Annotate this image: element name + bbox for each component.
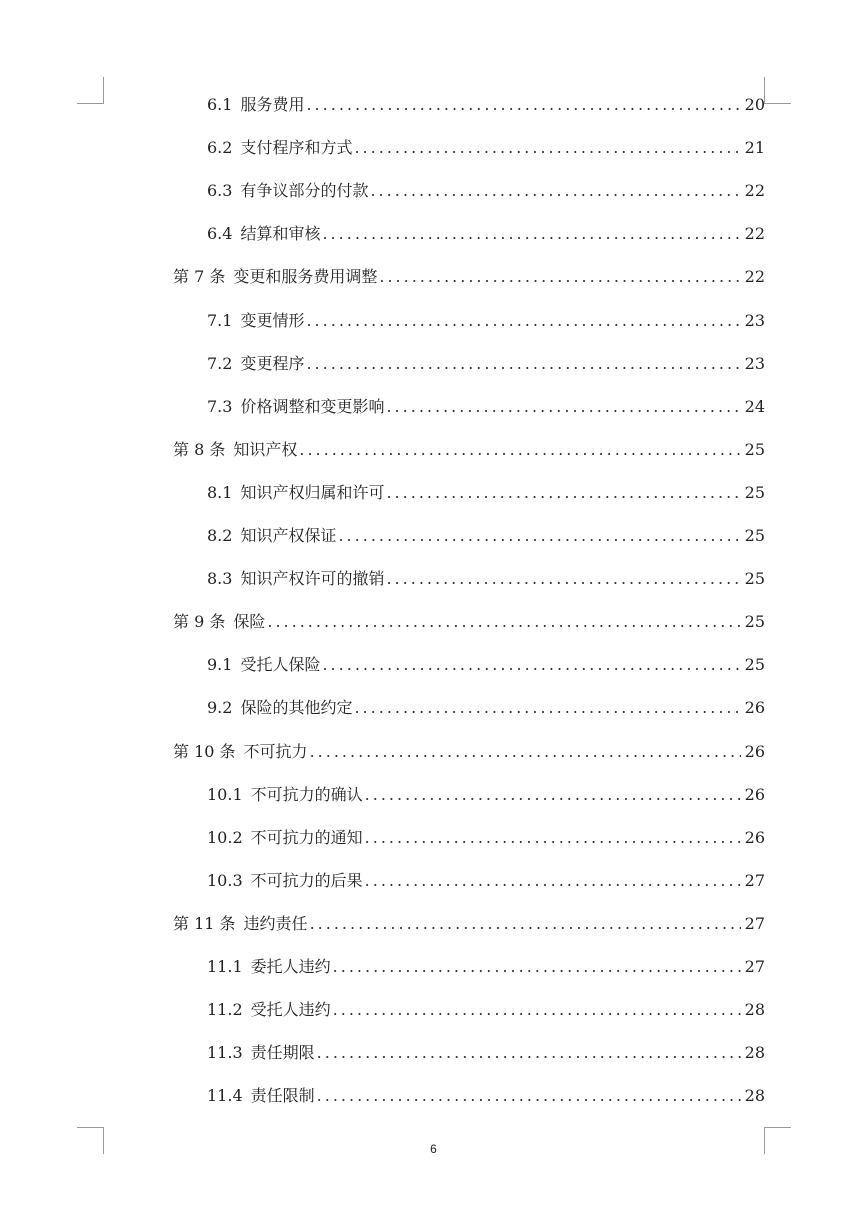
toc-entry-number: 11.2 <box>207 1000 243 1020</box>
toc-entry-title: 知识产权归属和许可 <box>240 482 385 502</box>
toc-dot-leader <box>386 566 740 592</box>
toc-entry-page: 28 <box>744 1000 765 1020</box>
toc-section-entry[interactable] <box>207 652 765 678</box>
toc-entry-page: 28 <box>744 1043 765 1063</box>
toc-dot-leader <box>338 523 740 549</box>
toc-entry-number: 6.4 <box>207 224 233 244</box>
toc-entry-title: 保险 <box>233 612 266 632</box>
toc-entry-title: 不可抗力的确认 <box>250 784 363 804</box>
toc-chapter-entry[interactable] <box>173 264 765 290</box>
toc-entry-page: 26 <box>744 827 765 847</box>
toc-dot-leader <box>322 221 740 247</box>
toc-entry-number: 7.2 <box>207 353 233 373</box>
toc-entry-title: 责任期限 <box>250 1043 315 1063</box>
toc-section-entry[interactable] <box>207 782 765 808</box>
toc-chapter-entry[interactable] <box>173 739 765 765</box>
toc-dot-leader <box>306 308 740 334</box>
crop-mark-top-left <box>77 77 104 104</box>
toc-entry-page: 25 <box>744 482 765 502</box>
toc-dot-leader <box>310 739 741 765</box>
toc-dot-leader <box>310 911 741 937</box>
toc-entry-number: 10.1 <box>207 784 243 804</box>
toc-entry-number: 7.3 <box>207 396 233 416</box>
toc-entry-number: 7.1 <box>207 310 233 330</box>
toc-entry-number: 10.3 <box>207 870 243 890</box>
toc-dot-leader <box>306 92 740 118</box>
toc-section-entry[interactable] <box>207 480 765 506</box>
toc-entry-title: 变更程序 <box>240 353 305 373</box>
toc-entry-title: 违约责任 <box>243 913 308 933</box>
toc-entry-number: 第 10 条 <box>173 741 236 761</box>
toc-entry-number: 第 11 条 <box>173 913 236 933</box>
toc-entry-page: 25 <box>744 655 765 675</box>
toc-entry-page: 27 <box>744 870 765 890</box>
toc-entry-title: 价格调整和变更影响 <box>240 396 385 416</box>
toc-entry-page: 26 <box>744 784 765 804</box>
toc-dot-leader <box>333 954 741 980</box>
toc-section-entry[interactable] <box>207 868 765 894</box>
toc-entry-number: 第 7 条 <box>173 267 226 287</box>
toc-entry-title: 有争议部分的付款 <box>240 181 369 201</box>
toc-entry-number: 11.3 <box>207 1043 243 1063</box>
toc-entry-number: 8.1 <box>207 482 233 502</box>
toc-section-entry[interactable] <box>207 695 765 721</box>
toc-entry-number: 8.2 <box>207 526 233 545</box>
toc-section-entry[interactable] <box>207 221 765 247</box>
toc-section-entry[interactable] <box>207 566 765 592</box>
toc-entry-page: 22 <box>744 267 765 287</box>
toc-entry-page: 25 <box>744 439 765 459</box>
toc-entry-page: 24 <box>744 396 765 416</box>
toc-section-entry[interactable] <box>207 394 765 420</box>
toc-entry-number: 10.2 <box>207 827 243 847</box>
toc-entry-title: 保险的其他约定 <box>240 698 353 718</box>
toc-dot-leader <box>379 264 740 290</box>
toc-entry-page: 25 <box>744 612 765 632</box>
toc-entry-title: 知识产权许可的撤销 <box>240 569 385 589</box>
toc-entry-title: 不可抗力的后果 <box>250 870 363 890</box>
toc-entry-title: 知识产权 <box>233 439 298 459</box>
toc-entry-title: 受托人违约 <box>250 1000 331 1020</box>
toc-dot-leader <box>386 394 740 420</box>
toc-dot-leader <box>299 437 740 463</box>
toc-entry-title: 变更情形 <box>240 310 305 330</box>
toc-dot-leader <box>354 695 740 721</box>
toc-dot-leader <box>365 868 741 894</box>
toc-dot-leader <box>306 351 740 377</box>
toc-entry-title: 委托人违约 <box>250 957 331 976</box>
toc-entry-title: 变更和服务费用调整 <box>233 267 378 287</box>
toc-section-entry[interactable] <box>207 825 765 851</box>
toc-section-entry[interactable] <box>207 523 765 549</box>
toc-dot-leader <box>354 135 740 161</box>
toc-entry-number: 6.1 <box>207 95 233 114</box>
toc-entry-title: 服务费用 <box>240 95 305 114</box>
toc-dot-leader <box>365 782 741 808</box>
toc-section-entry[interactable] <box>207 135 765 161</box>
toc-entry-title: 受托人保险 <box>240 655 321 675</box>
toc-dot-leader <box>386 480 740 506</box>
toc-entry-number: 9.1 <box>207 655 233 675</box>
toc-section-entry[interactable] <box>207 308 765 334</box>
toc-section-entry[interactable] <box>207 1040 765 1066</box>
toc-section-entry[interactable] <box>207 92 765 118</box>
toc-section-entry[interactable] <box>207 178 765 204</box>
toc-entry-page: 27 <box>744 913 765 933</box>
page-number: 6 <box>430 1142 437 1156</box>
toc-entry-title: 结算和审核 <box>240 224 321 244</box>
toc-entry-page: 20 <box>744 95 765 114</box>
toc-entry-number: 8.3 <box>207 569 233 589</box>
toc-entry-title: 责任限制 <box>250 1086 315 1106</box>
toc-chapter-entry[interactable] <box>173 609 765 635</box>
toc-chapter-entry[interactable] <box>173 911 765 937</box>
toc-chapter-entry[interactable] <box>173 437 765 463</box>
toc-entry-page: 25 <box>744 526 765 545</box>
toc-entry-page: 22 <box>744 181 765 201</box>
toc-dot-leader <box>317 1083 741 1109</box>
crop-mark-top-right <box>764 77 791 104</box>
toc-entry-page: 22 <box>744 224 765 244</box>
toc-entry-number: 11.1 <box>207 957 243 976</box>
toc-entry-page: 27 <box>744 957 765 976</box>
toc-entry-number: 6.3 <box>207 181 233 201</box>
toc-entry-page: 28 <box>744 1086 765 1106</box>
toc-dot-leader <box>322 652 740 678</box>
toc-section-entry[interactable] <box>207 997 765 1023</box>
toc-dot-leader <box>317 1040 741 1066</box>
toc-section-entry[interactable] <box>207 351 765 377</box>
toc-entry-page: 23 <box>744 310 765 330</box>
toc-entry-title: 支付程序和方式 <box>240 138 353 158</box>
toc-entry-number: 9.2 <box>207 698 233 718</box>
toc-entry-page: 26 <box>744 698 765 718</box>
toc-entry-number: 第 8 条 <box>173 439 226 459</box>
toc-dot-leader <box>365 825 741 851</box>
toc-section-entry[interactable] <box>207 1083 765 1109</box>
toc-entry-page: 26 <box>744 741 765 761</box>
toc-entry-number: 6.2 <box>207 138 233 158</box>
toc-section-entry[interactable] <box>207 954 765 980</box>
toc-entry-title: 不可抗力的通知 <box>250 827 363 847</box>
toc-entry-title: 不可抗力 <box>243 741 308 761</box>
toc-entry-title: 知识产权保证 <box>240 526 337 545</box>
toc-dot-leader <box>370 178 740 204</box>
toc-entry-number: 第 9 条 <box>173 612 226 632</box>
toc-entry-page: 25 <box>744 569 765 589</box>
toc-dot-leader <box>333 997 741 1023</box>
toc-entry-number: 11.4 <box>207 1086 243 1106</box>
toc-dot-leader <box>267 609 740 635</box>
toc-entry-page: 23 <box>744 353 765 373</box>
toc-entry-page: 21 <box>744 138 765 158</box>
